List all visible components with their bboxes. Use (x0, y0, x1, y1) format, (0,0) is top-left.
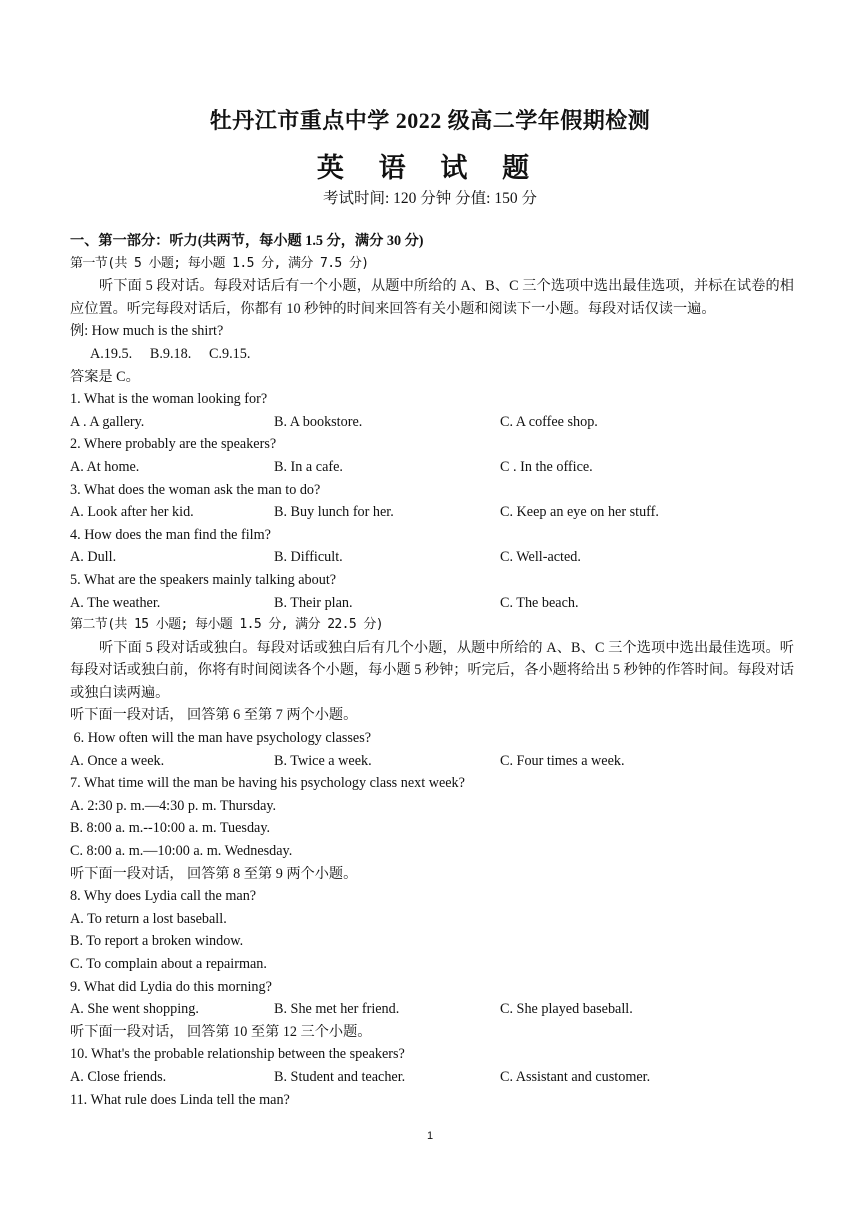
option-c: C. Four times a week. (500, 752, 625, 769)
option-c: C. The beach. (500, 594, 579, 611)
question-1-options (70, 411, 794, 434)
option-a: A. She went shopping. (70, 1001, 199, 1018)
question-6: 6. How often will the man have psychology classes? (70, 730, 372, 747)
option-b: B. Buy lunch for her. (274, 504, 394, 521)
option-c: C. She played baseball. (500, 1001, 633, 1018)
question-9: 9. What did Lydia do this morning? (70, 978, 272, 995)
question-10: 10. What's the probable relationship between the speakers? (70, 1046, 405, 1063)
question-2: 2. Where probably are the speakers? (70, 436, 277, 453)
example-answer: 答案是 C。 (70, 368, 140, 385)
option-a: A. Dull. (70, 549, 117, 566)
question-7: 7. What time will the man be having his psychology class next week? (70, 775, 465, 792)
question-7-option-b: B. 8:00 a. m.--10:00 a. m. Tuesday. (70, 820, 271, 837)
option-b: B. A bookstore. (274, 413, 363, 430)
section2-heading: 第二节(共 15 小题; 每小题 1.5 分, 满分 22.5 分) (70, 617, 383, 633)
option-c: C. Well-acted. (500, 549, 581, 566)
question-5: 5. What are the speakers mainly talking about? (70, 571, 337, 588)
question-3: 3. What does the woman ask the man to do? (70, 481, 321, 498)
section1-instructions: 听下面 5 段对话。每段对话后有一个小题，从题中所给的 A、B、C 三个选项中选出最佳选项，并标在试卷的相应位置。听完每段对话后，你都有 10 秒钟的时间来回答有关小题和阅读下一小题。每段对话仅读一遍。 (70, 278, 794, 317)
example-options: A.19.5. B.9.18. C.9.15. (90, 345, 251, 362)
group1-intro: 听下面一段对话， 回答第 6 至第 7 两个小题。 (70, 707, 358, 724)
question-8: 8. Why does Lydia call the man? (70, 888, 257, 905)
question-8-option-b: B. To report a broken window. (70, 933, 244, 950)
option-a: A . A gallery. (70, 413, 145, 430)
section1-heading: 第一节(共 5 小题; 每小题 1.5 分, 满分 7.5 分) (70, 255, 369, 271)
option-c: C. Keep an eye on her stuff. (500, 504, 659, 521)
option-c: C . In the office. (500, 458, 593, 475)
question-4: 4. How does the man find the film? (70, 526, 271, 543)
question-11: 11. What rule does Linda tell the man? (70, 1091, 290, 1108)
section2-instructions: 听下面 5 段对话或独白。每段对话或独白后有几个小题，从题中所给的 A、B、C 三个选项中选出最佳选项。听每段对话或独白前，你将有时间阅读各个小题，每小题 5 秒钟；听完后，各小题将给出 5 秒钟的作答时间。每段对话或独白读两遍。 (70, 639, 794, 701)
question-5-options (70, 592, 794, 615)
option-b: B. Twice a week. (274, 752, 372, 769)
option-b: B. Difficult. (274, 549, 343, 566)
option-a: A. The weather. (70, 594, 161, 611)
option-b: B. She met her friend. (274, 1001, 400, 1018)
option-a: A. At home. (70, 458, 140, 475)
question-7-option-a: A. 2:30 p. m.—4:30 p. m. Thursday. (70, 797, 277, 814)
option-a: A. Close friends. (70, 1068, 167, 1085)
option-a: A. Once a week. (70, 752, 165, 769)
example-question: 例: How much is the shirt? (70, 323, 224, 340)
question-3-options (70, 501, 794, 524)
subject-title: 英 语 试 题 (316, 153, 544, 183)
question-8-option-c: C. To complain about a repairman. (70, 956, 267, 972)
question-8-option-a: A. To return a lost baseball. (70, 910, 227, 927)
question-4-options (70, 546, 794, 569)
school-title: 牡丹江市重点中学 2022 级高二学年假期检测 (209, 108, 651, 133)
group2-intro: 听下面一段对话， 回答第 8 至第 9 两个小题。 (70, 865, 358, 882)
question-10-options (70, 1066, 794, 1089)
exam-body (70, 230, 794, 1111)
question-9-options (70, 998, 794, 1021)
part1-heading: 一、第一部分：听力(共两节，每小题 1.5 分，满分 30 分) (70, 233, 424, 249)
option-c: C. Assistant and customer. (500, 1068, 651, 1085)
option-b: B. In a cafe. (274, 458, 343, 475)
group3-intro: 听下面一段对话， 回答第 10 至第 12 三个小题。 (70, 1023, 372, 1040)
question-7-option-c: C. 8:00 a. m.—10:00 a. m. Wednesday. (70, 843, 293, 860)
option-a: A. Look after her kid. (70, 504, 194, 521)
option-b: B. Their plan. (274, 594, 353, 611)
question-2-options (70, 456, 794, 479)
exam-info: 考试时间: 120 分钟 分值: 150 分 (323, 190, 537, 207)
question-1: 1. What is the woman looking for? (70, 391, 268, 408)
question-6-options (70, 750, 794, 773)
page-number: 1 (426, 1130, 434, 1142)
option-c: C. A coffee shop. (500, 413, 598, 430)
option-b: B. Student and teacher. (274, 1068, 406, 1085)
